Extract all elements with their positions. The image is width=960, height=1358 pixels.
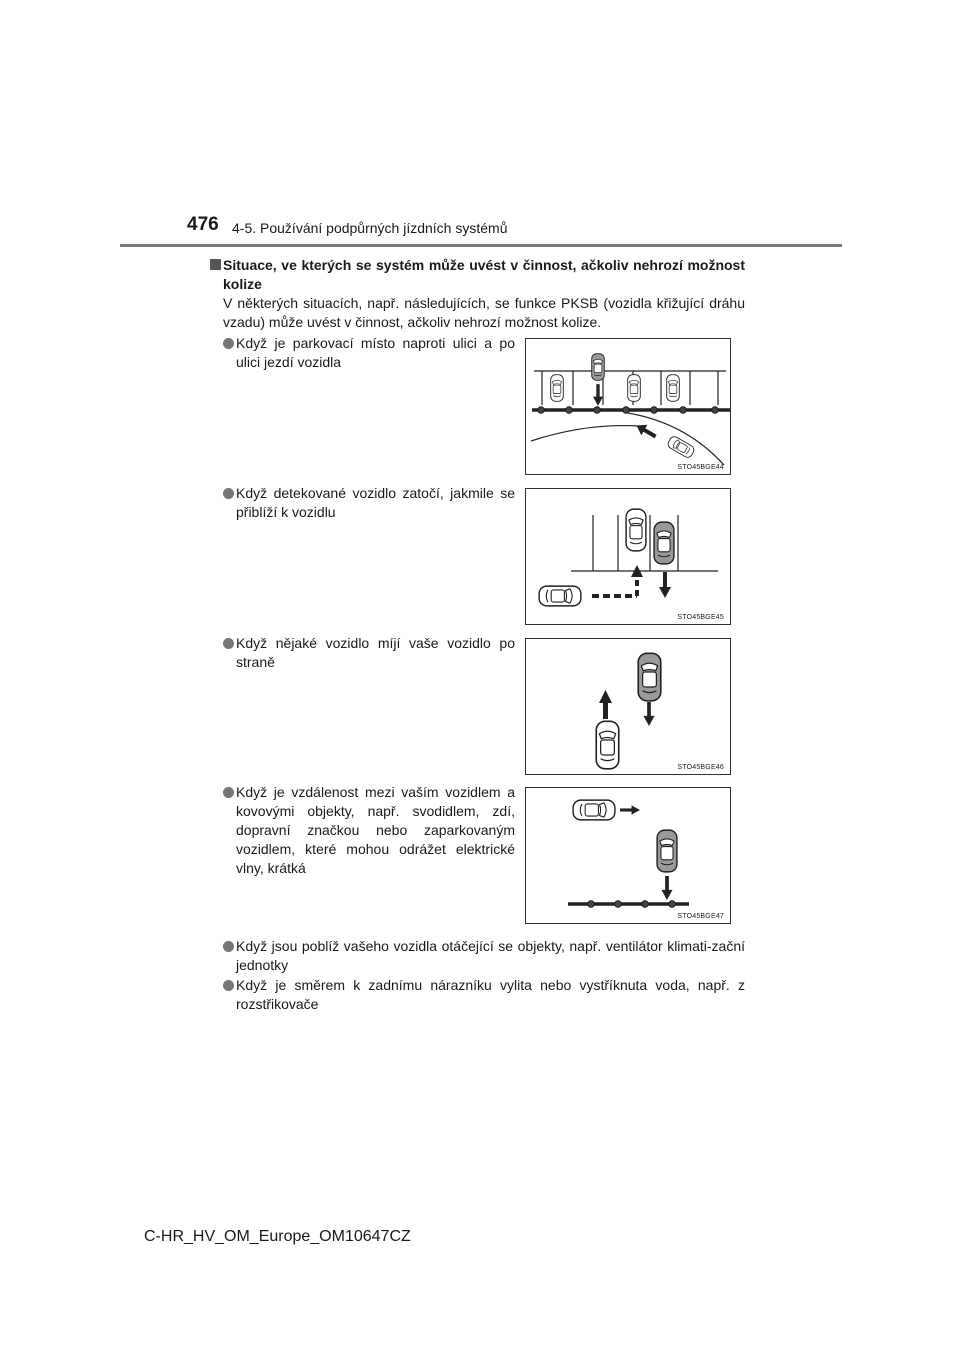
figure-id: STO45BGE46	[677, 764, 724, 771]
list-item-text: Když jsou poblíž vašeho vozidla otáčející se objekty, např. ventilátor klimati-zační jednotky	[236, 938, 745, 973]
page-number: 476	[187, 214, 219, 235]
list-item	[223, 937, 745, 975]
bullet-icon	[223, 638, 234, 649]
figure-parking-across-street	[525, 338, 731, 475]
bullet-icon	[223, 787, 234, 798]
chapter-title: 4-5. Používání podpůrných jízdních systémů	[232, 220, 508, 236]
figure-passing-vehicle	[525, 638, 731, 775]
bullet-icon	[223, 941, 234, 952]
footer-document-id: C-HR_HV_OM_Europe_OM10647CZ	[144, 1228, 411, 1245]
list-item	[223, 634, 515, 672]
figure-id: STO45BGE45	[677, 614, 724, 621]
bullet-icon	[223, 488, 234, 499]
figure-id: STO45BGE47	[677, 913, 724, 920]
list-item-text: Když detekované vozidlo zatočí, jakmile se přiblíží k vozidlu	[236, 485, 515, 520]
list-item	[223, 783, 515, 878]
list-item	[223, 484, 515, 522]
list-item	[223, 334, 515, 372]
list-item-text: Když je směrem k zadnímu nárazníku vylita nebo vystříknuta voda, např. z rozstřikovače	[236, 977, 745, 1012]
list-item-text: Když nějaké vozidlo míjí vaše vozidlo po straně	[236, 635, 515, 670]
section-heading-text: Situace, ve kterých se systém může uvést v činnost, ačkoliv nehrozí možnost kolize	[223, 257, 745, 292]
header-divider	[120, 244, 842, 247]
figure-turning-vehicle	[525, 488, 731, 625]
list-item	[223, 976, 745, 1014]
bullet-icon	[223, 338, 234, 349]
list-item-text: Když je vzdálenost mezi vaším vozidlem a kovovými objekty, např. svodidlem, zdí, dopravní značkou nebo zaparkovaným vozidlem, které mohou odrážet elektrické vlny, krátká	[236, 784, 515, 876]
figure-id: STO45BGE44	[677, 464, 724, 471]
figure-metal-objects	[525, 787, 731, 924]
list-item-text: Když je parkovací místo naproti ulici a po ulici jezdí vozidla	[236, 335, 515, 370]
section-heading	[210, 256, 745, 294]
bullet-icon	[223, 980, 234, 991]
square-bullet-icon	[210, 259, 221, 270]
section-intro: V některých situacích, např. následujících, se funkce PKSB (vozidla křižující dráhu vzadu) může uvést v činnost, ačkoliv nehrozí možnost kolize.	[223, 295, 745, 330]
